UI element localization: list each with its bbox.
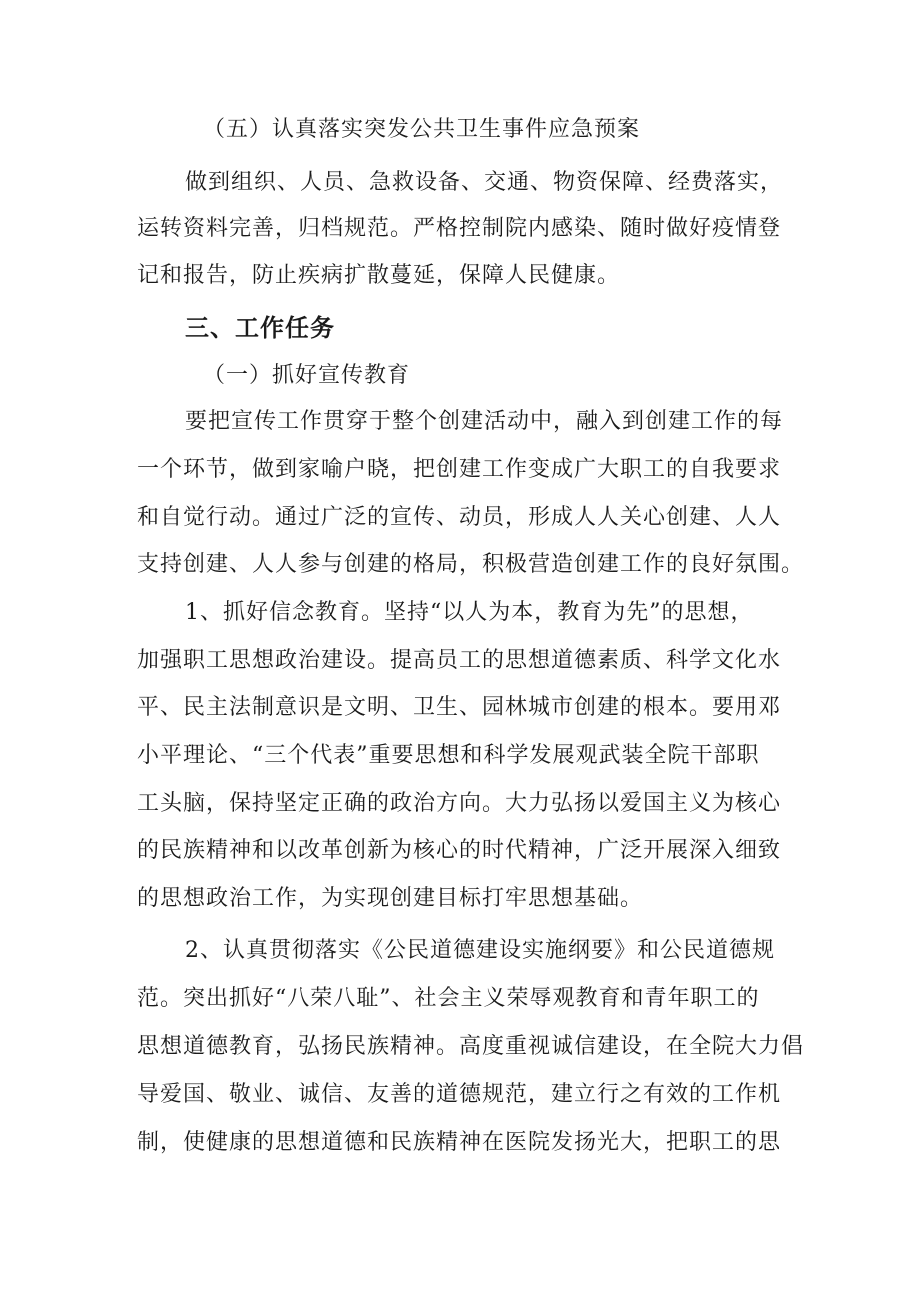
paragraph-line: 加强职工思想政治建设。提高员工的思想道德素质、科学文化水 <box>137 648 782 673</box>
paragraph-line: 范。突出抓好“八荣八耻”、社会主义荣辱观教育和青年职工的 <box>137 986 760 1011</box>
paragraph-line: 的民族精神和以改革创新为核心的时代精神，广泛开展深入细致 <box>137 838 782 863</box>
paragraph-line: 小平理论、“三个代表”重要思想和科学发展观武装全院干部职 <box>137 743 760 768</box>
subsection-heading-1: （一）抓好宣传教育 <box>203 363 411 388</box>
paragraph-line: 支持创建、人人参与创建的格局，积极营造创建工作的良好氛围。 <box>137 552 805 577</box>
paragraph-line: 和自觉行动。通过广泛的宣传、动员，形成人人关心创建、人人 <box>137 505 782 530</box>
paragraph-line: 导爱国、敬业、诚信、友善的道德规范，建立行之有效的工作机 <box>137 1082 782 1107</box>
paragraph-line: 1、抓好信念教育。坚持“以人为本，教育为先”的思想， <box>185 600 754 625</box>
paragraph-line: 的思想政治工作，为实现创建目标打牢思想基础。 <box>137 886 644 911</box>
paragraph-line: 制，使健康的思想道德和民族精神在医院发扬光大，把职工的思 <box>137 1130 782 1155</box>
subsection-heading-5: （五）认真落实突发公共卫生事件应急预案 <box>203 117 641 142</box>
paragraph-line: 运转资料完善，归档规范。严格控制院内感染、随时做好疫情登 <box>137 216 782 241</box>
paragraph-line: 平、民主法制意识是文明、卫生、园林城市创建的根本。要用邓 <box>137 695 782 720</box>
paragraph-line: 记和报告，防止疾病扩散蔓延，保障人民健康。 <box>137 263 621 288</box>
paragraph-line: 做到组织、人员、急救设备、交通、物资保障、经费落实， <box>185 170 784 195</box>
paragraph-line: 一个环节，做到家喻户晓，把创建工作变成广大职工的自我要求 <box>137 457 782 482</box>
paragraph-line: 思想道德教育，弘扬民族精神。高度重视诚信建设，在全院大力倡 <box>137 1034 805 1059</box>
paragraph-line: 工头脑，保持坚定正确的政治方向。大力弘扬以爱国主义为核心 <box>137 791 782 816</box>
section-heading-3: 三、工作任务 <box>185 314 335 342</box>
paragraph-line: 要把宣传工作贯穿于整个创建活动中，融入到创建工作的每 <box>185 409 784 434</box>
paragraph-line: 2、认真贯彻落实《公民道德建设实施纲要》和公民道德规 <box>185 938 775 963</box>
